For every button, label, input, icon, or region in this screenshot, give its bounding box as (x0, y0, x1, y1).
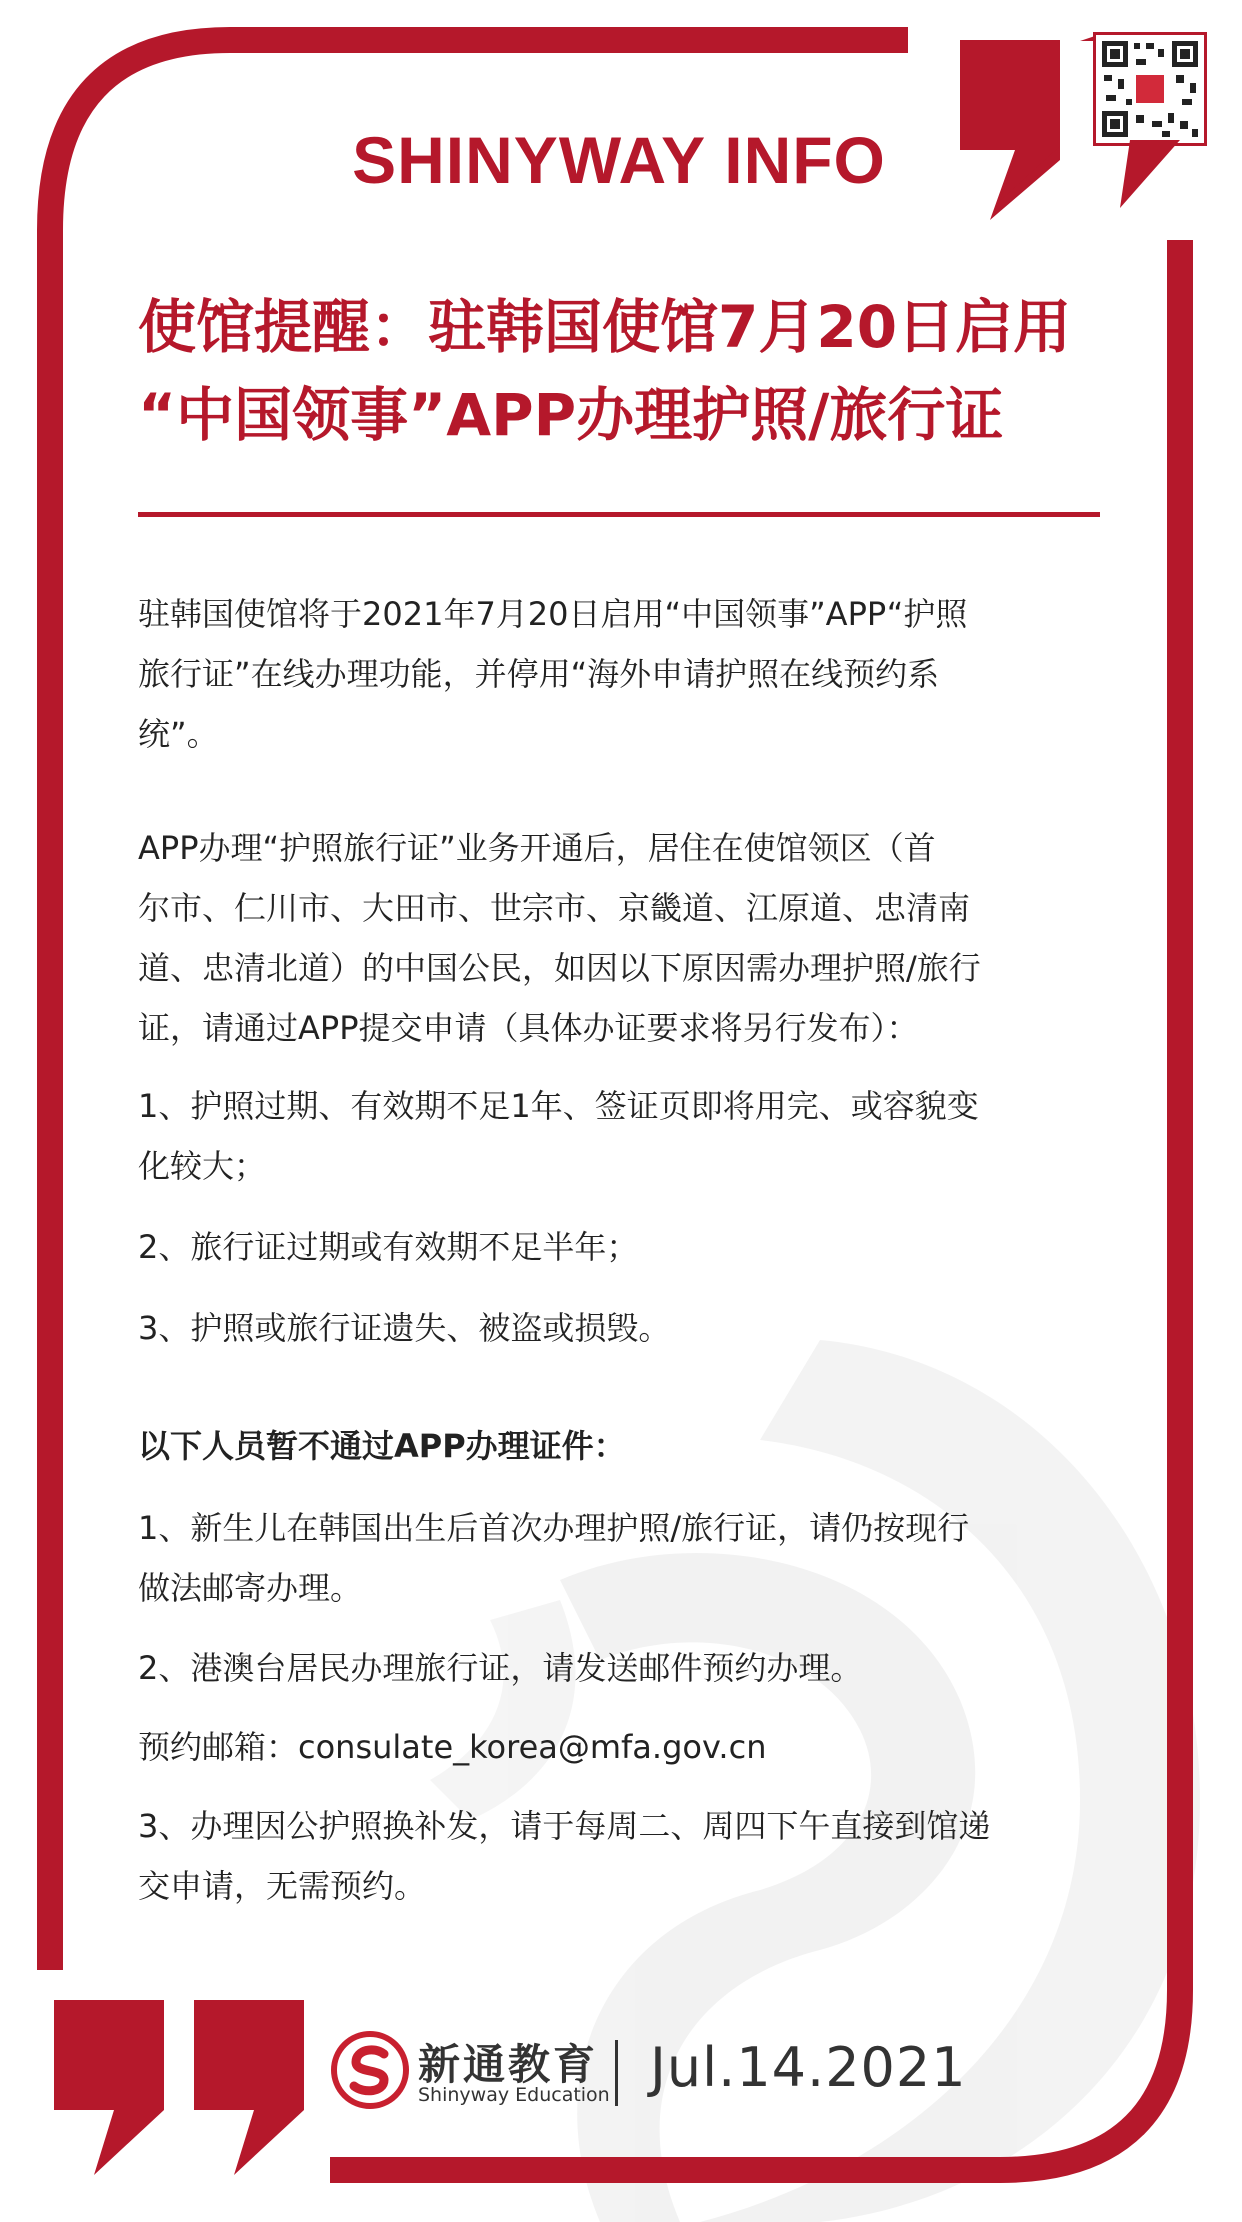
footer-separator (615, 2040, 618, 2106)
appointment-email: 预约邮箱：consulate_korea@mfa.gov.cn (138, 1728, 767, 1766)
exclusions-title: 以下人员暂不通过APP办理证件： (138, 1427, 626, 1465)
text-line: 3、办理因公护照换补发，请于每周二、周四下午直接到馆递 (138, 1807, 991, 1845)
reason-item-2: 2、旅行证过期或有效期不足半年； (138, 1228, 639, 1266)
text-line: 驻韩国使馆将于2021年7月20日启用“中国领事”APP“护照 (138, 595, 968, 633)
divider (138, 512, 1100, 517)
text-line: 1、护照过期、有效期不足1年、签证页即将用完、或容貌变 (138, 1087, 979, 1125)
text-line: 交申请，无需预约。 (138, 1867, 427, 1905)
eligibility-paragraph (138, 818, 1106, 1058)
headline (138, 283, 1118, 459)
headline-line: “中国领事”APP办理护照/旅行证 (138, 381, 1004, 449)
text-line: 1、新生儿在韩国出生后首次办理护照/旅行证，请仍按现行 (138, 1509, 970, 1547)
exclusion-item-1 (138, 1498, 1106, 1618)
reason-item-3: 3、护照或旅行证遗失、被盗或损毁。 (138, 1309, 671, 1347)
text-line: 旅行证”在线办理功能，并停用“海外申请护照在线预约系 (138, 655, 940, 693)
text-line: 尔市、仁川市、大田市、世宗市、京畿道、江原道、忠清南 (138, 889, 971, 927)
headline-line: 使馆提醒：驻韩国使馆7月20日启用 (138, 293, 1072, 361)
text-line: 做法邮寄办理。 (138, 1569, 363, 1607)
intro-paragraph (138, 584, 1106, 764)
open-quote-icon (44, 1990, 334, 2180)
exclusion-item-2: 2、港澳台居民办理旅行证，请发送邮件预约办理。 (138, 1649, 863, 1687)
text-line: 证，请通过APP提交申请（具体办证要求将另行发布）： (138, 1009, 919, 1047)
text-line: 统”。 (138, 715, 219, 753)
text-line: 道、忠清北道）的中国公民，如因以下原因需办理护照/旅行 (138, 949, 981, 987)
exclusion-item-3 (138, 1796, 1106, 1916)
text-line: APP办理“护照旅行证”业务开通后，居住在使馆领区（首 (138, 829, 936, 867)
brand-title: SHINYWAY INFO (352, 123, 886, 197)
reason-item-1 (138, 1076, 1106, 1196)
footer-brand-cn: 新通教育 (418, 2040, 599, 2089)
text-line: 化较大； (138, 1147, 267, 1185)
shinyway-logo-icon (330, 2030, 410, 2110)
publish-date: Jul.14.2021 (650, 2036, 967, 2099)
footer-brand-en: Shinyway Education (418, 2084, 610, 2106)
